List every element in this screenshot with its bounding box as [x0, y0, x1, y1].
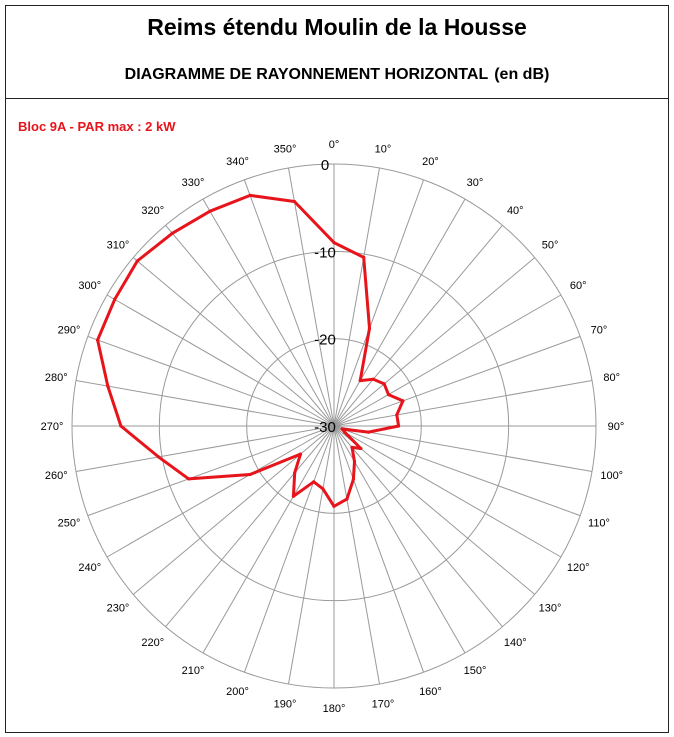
pattern-point — [248, 473, 251, 476]
pattern-point — [113, 298, 116, 301]
angle-tick-label: 190° — [273, 698, 297, 711]
angle-tick-label: 170° — [371, 698, 395, 711]
pattern-point — [395, 413, 398, 416]
pattern-point — [362, 256, 365, 259]
pattern-point — [383, 382, 386, 385]
angle-tick-label: 60° — [569, 280, 587, 292]
angle-tick-label: 260° — [44, 469, 68, 482]
pattern-point — [321, 487, 324, 490]
angle-tick-label: 310° — [106, 239, 130, 252]
grid-spoke-34 — [244, 180, 334, 426]
grid-spoke-2 — [334, 180, 424, 426]
angle-tick-label: 230° — [106, 602, 130, 615]
angle-tick-label: 20° — [422, 156, 439, 169]
subtitle-unit: (en dB) — [494, 66, 550, 83]
angle-tick-label: 30° — [466, 176, 484, 189]
pattern-point — [341, 427, 344, 430]
grid-spoke-7 — [334, 336, 580, 426]
pattern-point — [352, 478, 355, 481]
pattern-point — [397, 424, 400, 427]
grid-spoke-16 — [334, 426, 424, 672]
chart-title: Reims étendu Moulin de la Housse — [147, 14, 527, 40]
angle-tick-label: 130° — [538, 602, 562, 615]
angle-tick-label: 80° — [603, 372, 621, 385]
pattern-point — [249, 194, 252, 197]
pattern-point — [293, 200, 296, 203]
pattern-point — [350, 446, 353, 449]
angle-tick-label: 0° — [328, 139, 340, 151]
angle-tick-label: 240° — [78, 562, 102, 574]
angle-tick-label: 320° — [141, 204, 165, 217]
radial-tick-label: -20 — [314, 331, 336, 349]
pattern-point — [106, 385, 109, 388]
angle-tick-label: 100° — [600, 469, 624, 482]
angle-tick-label: 350° — [273, 143, 297, 156]
pattern-point — [136, 259, 139, 262]
pattern-point — [292, 495, 295, 498]
pattern-point — [96, 338, 99, 341]
angle-tick-label: 210° — [181, 665, 205, 678]
angle-tick-label: 180° — [322, 703, 346, 715]
angle-tick-label: 250° — [57, 517, 81, 530]
angle-tick-label: 40° — [506, 204, 524, 217]
bloc-label: Bloc 9A - PAR max : 2 kW — [18, 119, 176, 134]
pattern-point — [332, 505, 335, 508]
pattern-point — [208, 210, 211, 213]
pattern-point — [293, 471, 296, 474]
angle-tick-label: 120° — [566, 562, 590, 574]
subtitle-text: DIAGRAMME DE RAYONNEMENT HORIZONTAL — [124, 66, 489, 83]
pattern-point — [343, 431, 346, 434]
angle-tick-label: 50° — [541, 239, 559, 252]
pattern-point — [171, 232, 174, 235]
angle-tick-label: 220° — [141, 637, 165, 650]
pattern-point — [367, 431, 370, 434]
pattern-point — [345, 498, 348, 501]
angle-tick-label: 290° — [57, 324, 81, 337]
radial-tick-label: 0 — [320, 157, 330, 174]
pattern-point — [157, 455, 160, 458]
radial-tick-label: -30 — [314, 419, 336, 436]
angle-tick-label: 10° — [374, 143, 392, 156]
grid-spoke-20 — [244, 426, 334, 672]
pattern-point — [187, 477, 190, 480]
angle-tick-label: 110° — [588, 517, 610, 530]
pattern-point — [299, 453, 302, 456]
grid-spoke-11 — [334, 426, 580, 516]
pattern-point — [401, 399, 404, 402]
pattern-point — [312, 480, 315, 483]
angle-tick-label: 200° — [226, 685, 249, 698]
pattern-point — [332, 241, 335, 244]
angle-tick-label: 70° — [590, 324, 608, 337]
pattern-point — [368, 327, 371, 330]
angle-tick-label: 340° — [226, 156, 249, 169]
angle-tick-label: 280° — [44, 372, 68, 385]
pattern-point — [353, 460, 356, 463]
pattern-point — [372, 378, 375, 381]
angle-tick-label: 150° — [463, 665, 487, 678]
angle-tick-label: 140° — [503, 637, 527, 650]
grid-spoke-29 — [88, 336, 334, 426]
pattern-point — [119, 424, 122, 427]
pattern-point — [359, 447, 362, 450]
angle-tick-label: 160° — [419, 685, 442, 698]
angle-tick-label: 300° — [78, 280, 102, 292]
grid-spoke-25 — [88, 426, 334, 516]
radial-tick-label: -10 — [314, 244, 336, 262]
angle-tick-label: 330° — [181, 176, 205, 189]
pattern-point — [387, 393, 390, 396]
angle-tick-label: 90° — [607, 421, 625, 433]
angle-tick-label: 270° — [40, 421, 64, 433]
pattern-point — [359, 379, 362, 382]
